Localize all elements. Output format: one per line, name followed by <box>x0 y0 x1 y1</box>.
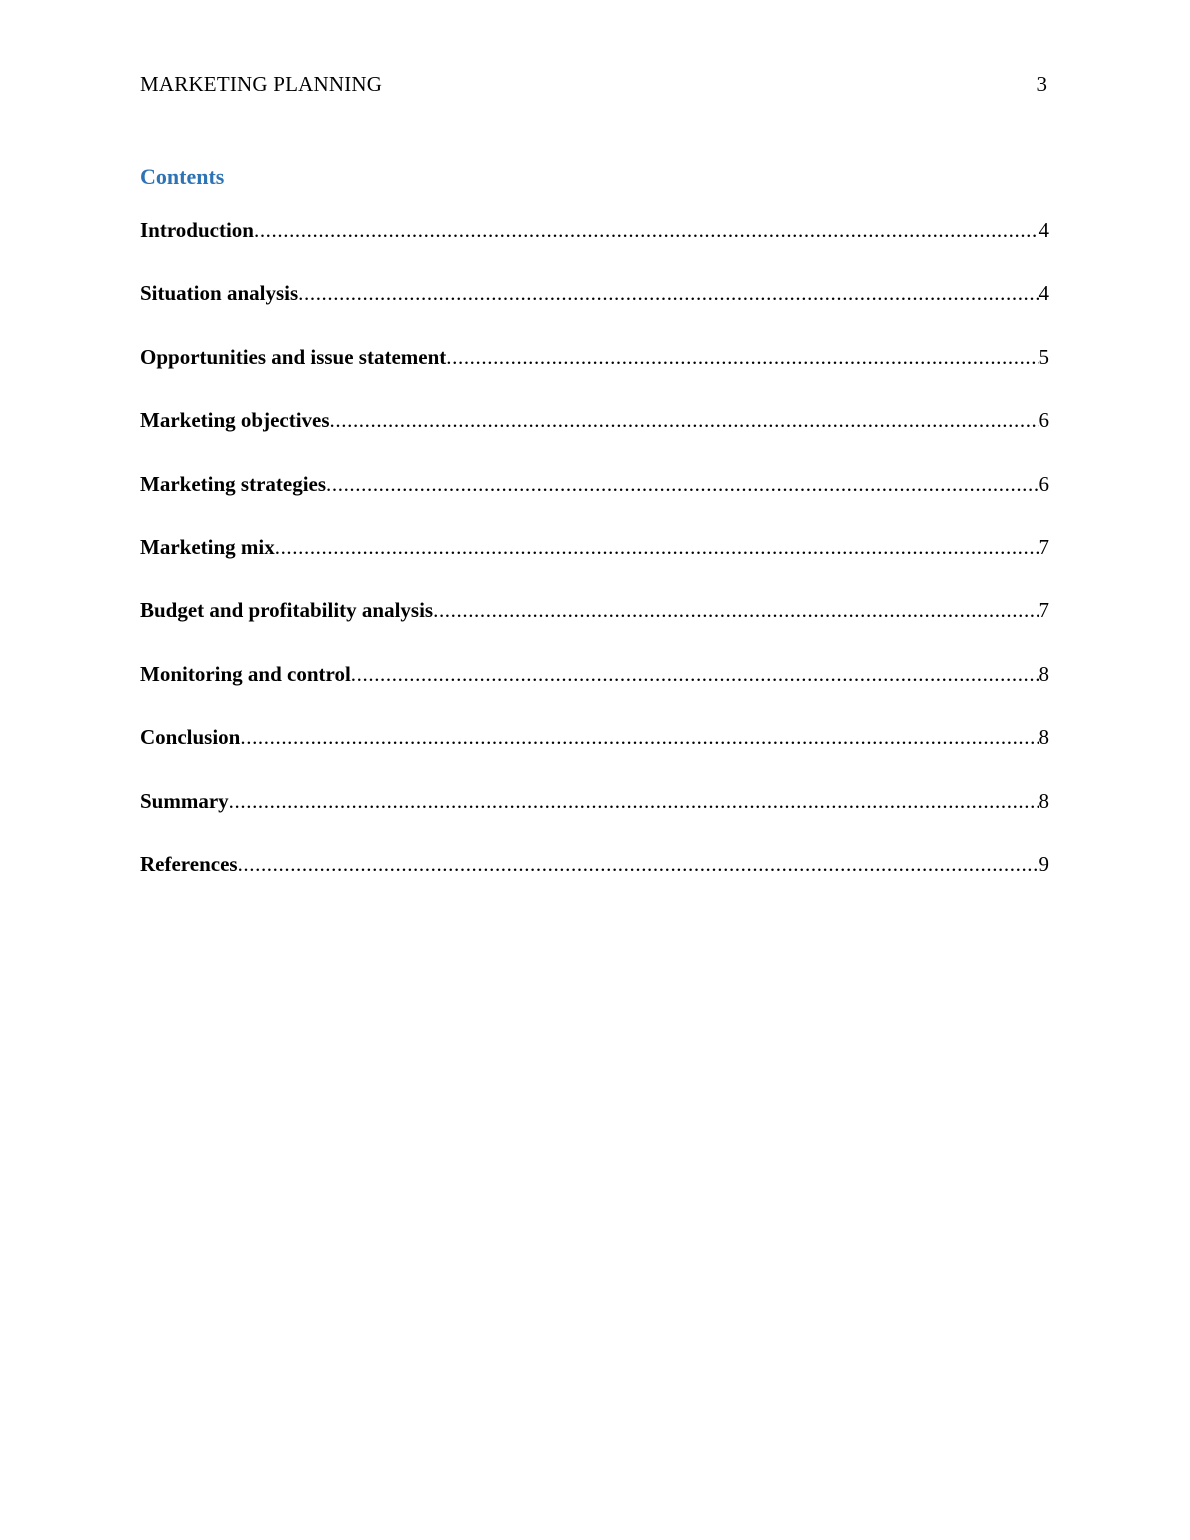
toc-entry[interactable] <box>140 849 1049 912</box>
toc-dot-leader <box>298 278 1038 308</box>
toc-entry-label[interactable]: Marketing mix <box>140 534 275 559</box>
toc-entry[interactable] <box>140 659 1049 722</box>
toc-entry-page: 7 <box>1038 534 1049 559</box>
toc-entry[interactable] <box>140 786 1049 849</box>
running-head: MARKETING PLANNING <box>140 72 383 96</box>
toc-entry-page: 7 <box>1038 598 1049 623</box>
toc-entry-label[interactable]: Introduction <box>140 218 254 242</box>
toc-entry-label[interactable]: Summary <box>140 788 229 813</box>
toc-dot-leader <box>433 595 1038 625</box>
toc-dot-leader <box>229 786 1039 816</box>
toc-entry-label[interactable]: References <box>140 851 238 876</box>
toc-entry-page: 4 <box>1038 281 1049 306</box>
toc-dot-leader <box>254 215 1039 245</box>
toc-dot-leader <box>326 469 1038 499</box>
toc-dot-leader <box>351 659 1039 689</box>
toc-entry[interactable] <box>140 342 1049 405</box>
toc-entry-label[interactable]: Monitoring and control <box>140 661 351 686</box>
toc-entry[interactable] <box>140 595 1049 658</box>
toc-entry-page: 8 <box>1038 661 1049 686</box>
toc-entry[interactable] <box>140 405 1049 468</box>
toc-entry-page: 4 <box>1038 218 1049 242</box>
toc-entry-label[interactable]: Marketing strategies <box>140 471 327 496</box>
page-header <box>140 70 1049 98</box>
toc-entry[interactable] <box>140 469 1049 532</box>
toc-entry-page: 8 <box>1038 725 1049 750</box>
table-of-contents <box>140 215 1049 912</box>
toc-entry-page: 8 <box>1038 788 1049 813</box>
toc-entry-label[interactable]: Situation analysis <box>140 281 299 306</box>
toc-entry-label[interactable]: Marketing objectives <box>140 408 330 433</box>
toc-entry-page: 6 <box>1038 408 1049 433</box>
toc-entry-label[interactable]: Budget and profitability analysis <box>140 598 434 623</box>
toc-entry-label[interactable]: Conclusion <box>140 725 241 750</box>
toc-entry[interactable] <box>140 215 1049 278</box>
toc-dot-leader <box>330 405 1039 435</box>
toc-entry[interactable] <box>140 532 1049 595</box>
toc-entry[interactable] <box>140 722 1049 785</box>
toc-entry-page: 9 <box>1038 851 1049 876</box>
toc-entry-page: 5 <box>1038 344 1049 369</box>
toc-entry-label[interactable]: Opportunities and issue statement <box>140 344 447 369</box>
toc-heading: Contents <box>140 164 225 189</box>
toc-dot-leader <box>240 722 1038 752</box>
toc-entry-page: 6 <box>1038 471 1049 496</box>
toc-entry[interactable] <box>140 278 1049 341</box>
toc-dot-leader <box>275 532 1039 562</box>
page-number: 3 <box>1036 72 1047 96</box>
toc-dot-leader <box>238 849 1039 879</box>
toc-dot-leader <box>446 342 1038 372</box>
